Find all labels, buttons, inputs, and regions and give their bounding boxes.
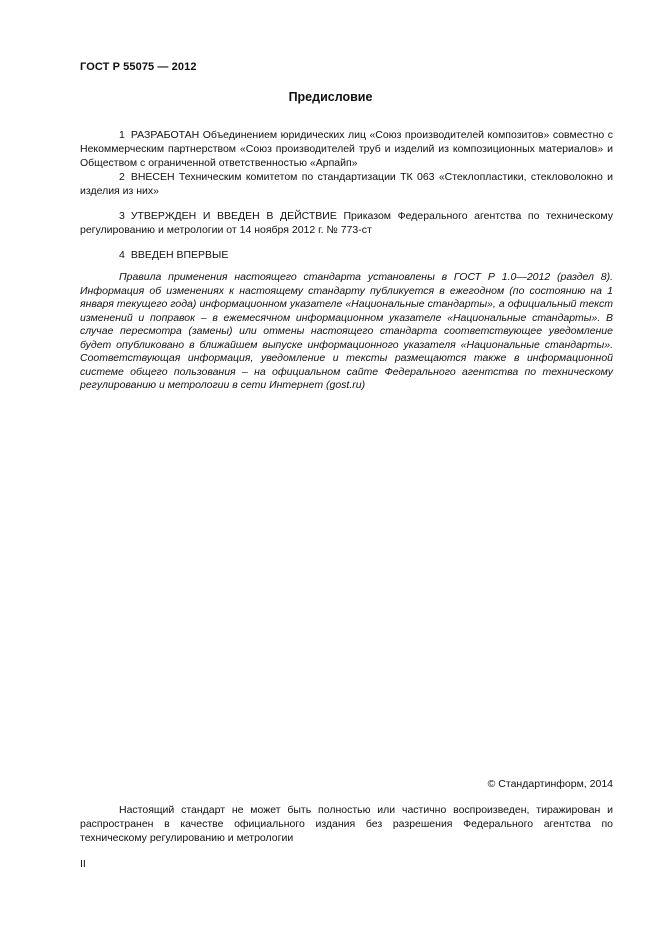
item-number: 3 [119,210,125,222]
foreword-item-3 [80,209,613,237]
legal-notice: Настоящий стандарт не может быть полностью или частично воспроизведен, тиражирован и распространен в качестве официального издания без разрешения Федерального агентства по техническому регулированию и метрологии [80,804,613,844]
copyright-notice: © Стандартинформ, 2014 [487,778,613,790]
page-title: Предисловие [288,90,373,104]
item-number: 1 [119,129,125,141]
item-text: ВВЕДЕН ВПЕРВЫЕ [130,249,229,261]
item-text: УТВЕРЖДЕН И ВВЕДЕН В ДЕЙСТВИЕ Приказом Федерального агентства по техническому регулированию и метрологии от 14 ноября 2012 г. № 773-ст [80,210,613,236]
foreword-item-4 [80,248,613,262]
foreword-item-2 [80,170,613,198]
item-text: ВНЕСЕН Техническим комитетом по стандартизации ТК 063 «Стеклопластики, стекловолокно и изделия из них» [80,171,613,197]
page-number: II [80,858,86,870]
foreword-item-1 [80,128,613,170]
item-text: РАЗРАБОТАН Объединением юридических лиц «Союз производителей композитов» совместно с Некоммерческим партнерством «Союз производителей труб и изделий из композиционных материалов» и Обществом с ограниченной ответственностью «Арпайп» [80,129,613,169]
rules-note: Правила применения настоящего стандарта установлены в ГОСТ Р 1.0—2012 (раздел 8). Информация об изменениях к настоящему стандарту публикуется в ежегодном (по состоянию на 1 января текущего года) информационном указателе «Национальные стандарты», а официальный текст изменений и поправок – в ежемесячном информационном указателе «Национальные стандарты». В случае пересмотра (замены) или отмены настоящего стандарта соответствующее уведомление будет опубликовано в ближайшем выпуске информационного указателя «Национальные стандарты». Соответствующая информация, уведомление и тексты размещаются также в информационной системе общего пользования – на официальном сайте Федерального агентства по техническому регулированию и метрологии в сети Интернет (gost.ru) [80,271,613,391]
standard-number-header: ГОСТ Р 55075 — 2012 [80,61,197,73]
item-number: 4 [119,249,125,261]
item-number: 2 [119,171,125,183]
